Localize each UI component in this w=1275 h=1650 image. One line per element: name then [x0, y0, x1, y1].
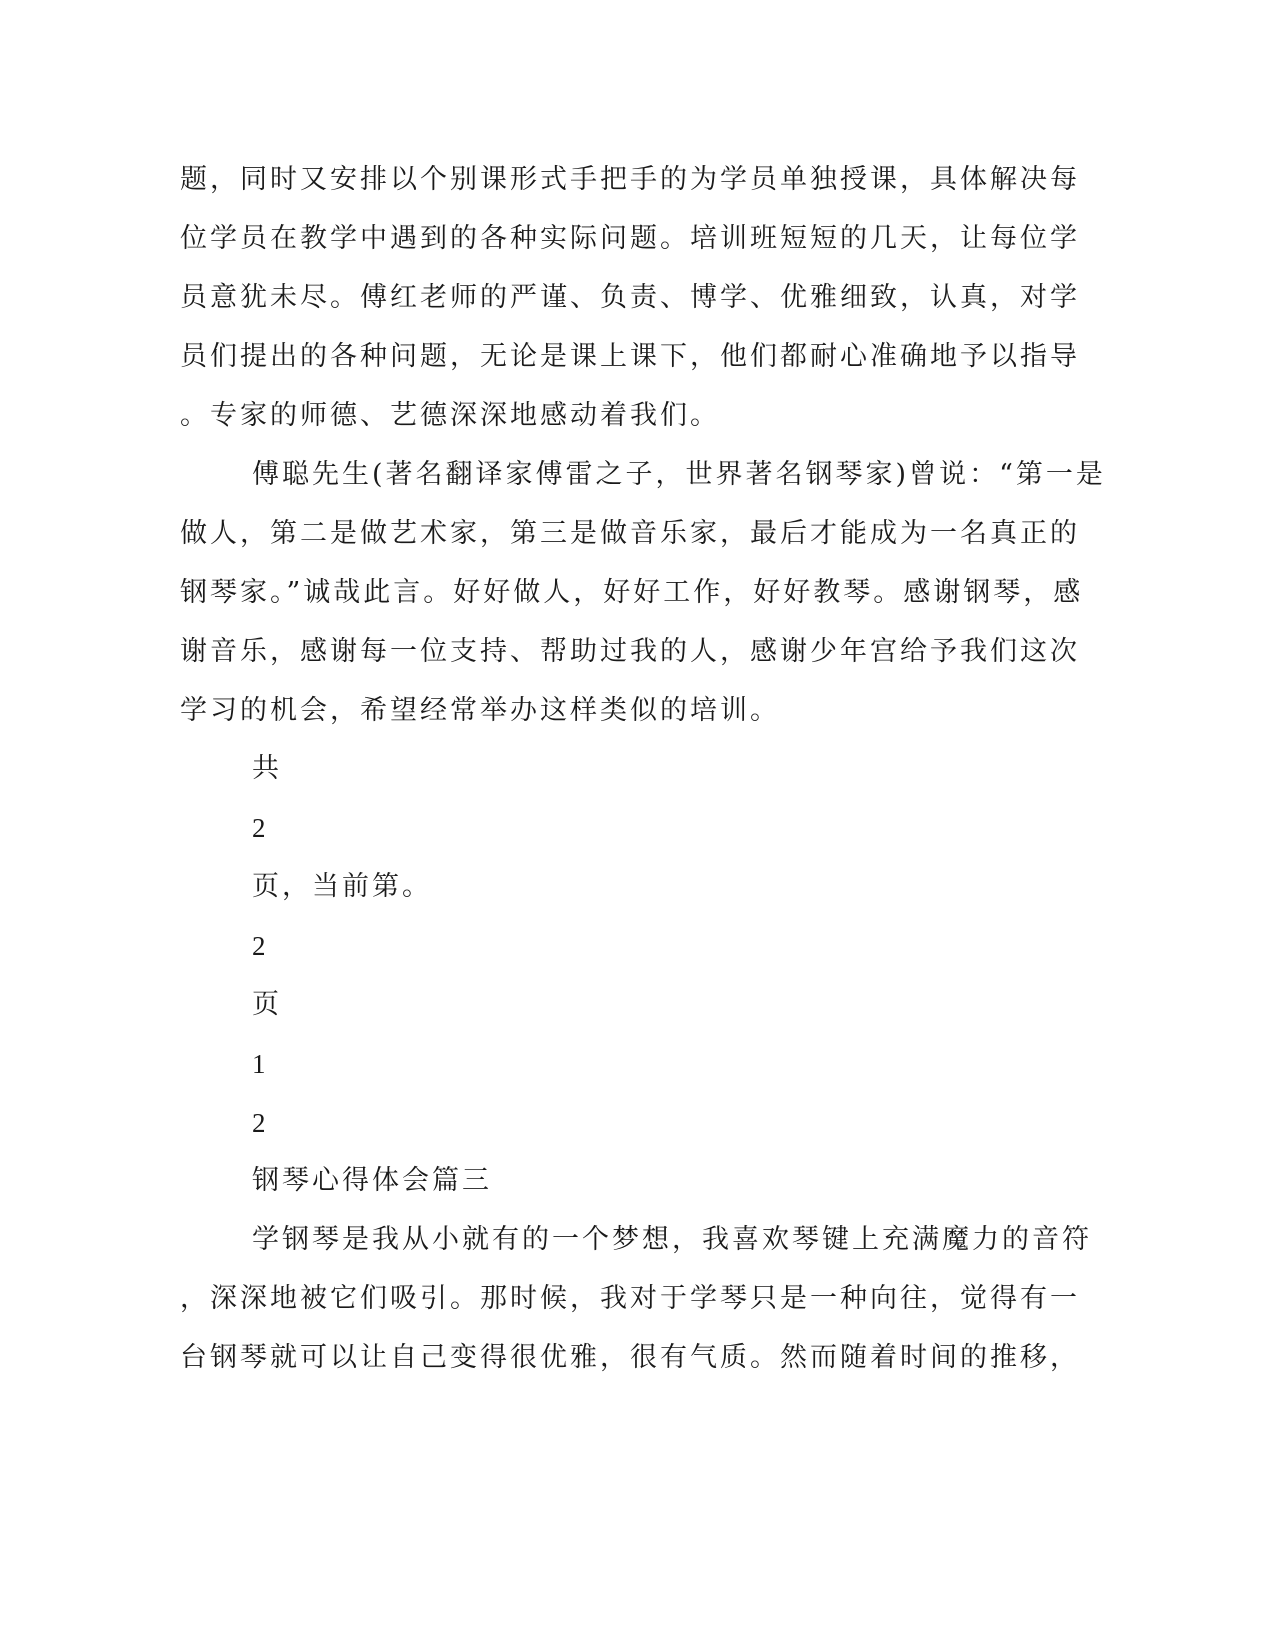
pagination-total-pages: 2	[252, 813, 266, 843]
paragraph-2-line-3: 钢琴家。”诚哉此言。好好做人，好好工作，好好教琴。感谢钢琴，感	[180, 577, 1084, 608]
pagination-link-2[interactable]: 2	[252, 1108, 266, 1138]
paragraph-1-line-2: 位学员在教学中遇到的各种实际问题。培训班短短的几天，让每位学	[180, 223, 1080, 254]
paragraph-3-line-2: ，深深地被它们吸引。那时候，我对于学琴只是一种向往，觉得有一	[180, 1283, 1080, 1314]
pagination-page-suffix: 页	[252, 989, 282, 1020]
paragraph-1-line-4: 员们提出的各种问题，无论是课上课下，他们都耐心准确地予以指导	[180, 341, 1080, 372]
paragraph-3-line-3: 台钢琴就可以让自己变得很优雅，很有气质。然而随着时间的推移，	[180, 1342, 1080, 1373]
pagination-current-page: 2	[252, 931, 266, 961]
paragraph-2-line-2: 做人，第二是做艺术家，第三是做音乐家，最后才能成为一名真正的	[180, 518, 1080, 549]
pagination-total-prefix: 共	[252, 753, 282, 784]
paragraph-2-line-5: 学习的机会，希望经常举办这样类似的培训。	[180, 695, 780, 726]
paragraph-1-line-1: 题，同时又安排以个别课形式手把手的为学员单独授课，具体解决每	[180, 164, 1080, 195]
paragraph-3-line-1: 学钢琴是我从小就有的一个梦想，我喜欢琴键上充满魔力的音符	[252, 1224, 1092, 1255]
paragraph-1-line-3: 员意犹未尽。傅红老师的严谨、负责、博学、优雅细致，认真，对学	[180, 282, 1080, 313]
pagination-current-text: 页，当前第。	[252, 871, 432, 902]
paragraph-1-line-5: 。专家的师德、艺德深深地感动着我们。	[180, 400, 720, 431]
paragraph-2-line-4: 谢音乐，感谢每一位支持、帮助过我的人，感谢少年宫给予我们这次	[180, 636, 1080, 667]
pagination-link-1[interactable]: 1	[252, 1049, 266, 1079]
section-title: 钢琴心得体会篇三	[252, 1165, 492, 1196]
paragraph-2-line-1: 傅聪先生(著名翻译家傅雷之子，世界著名钢琴家)曾说：“第一是	[252, 459, 1106, 490]
